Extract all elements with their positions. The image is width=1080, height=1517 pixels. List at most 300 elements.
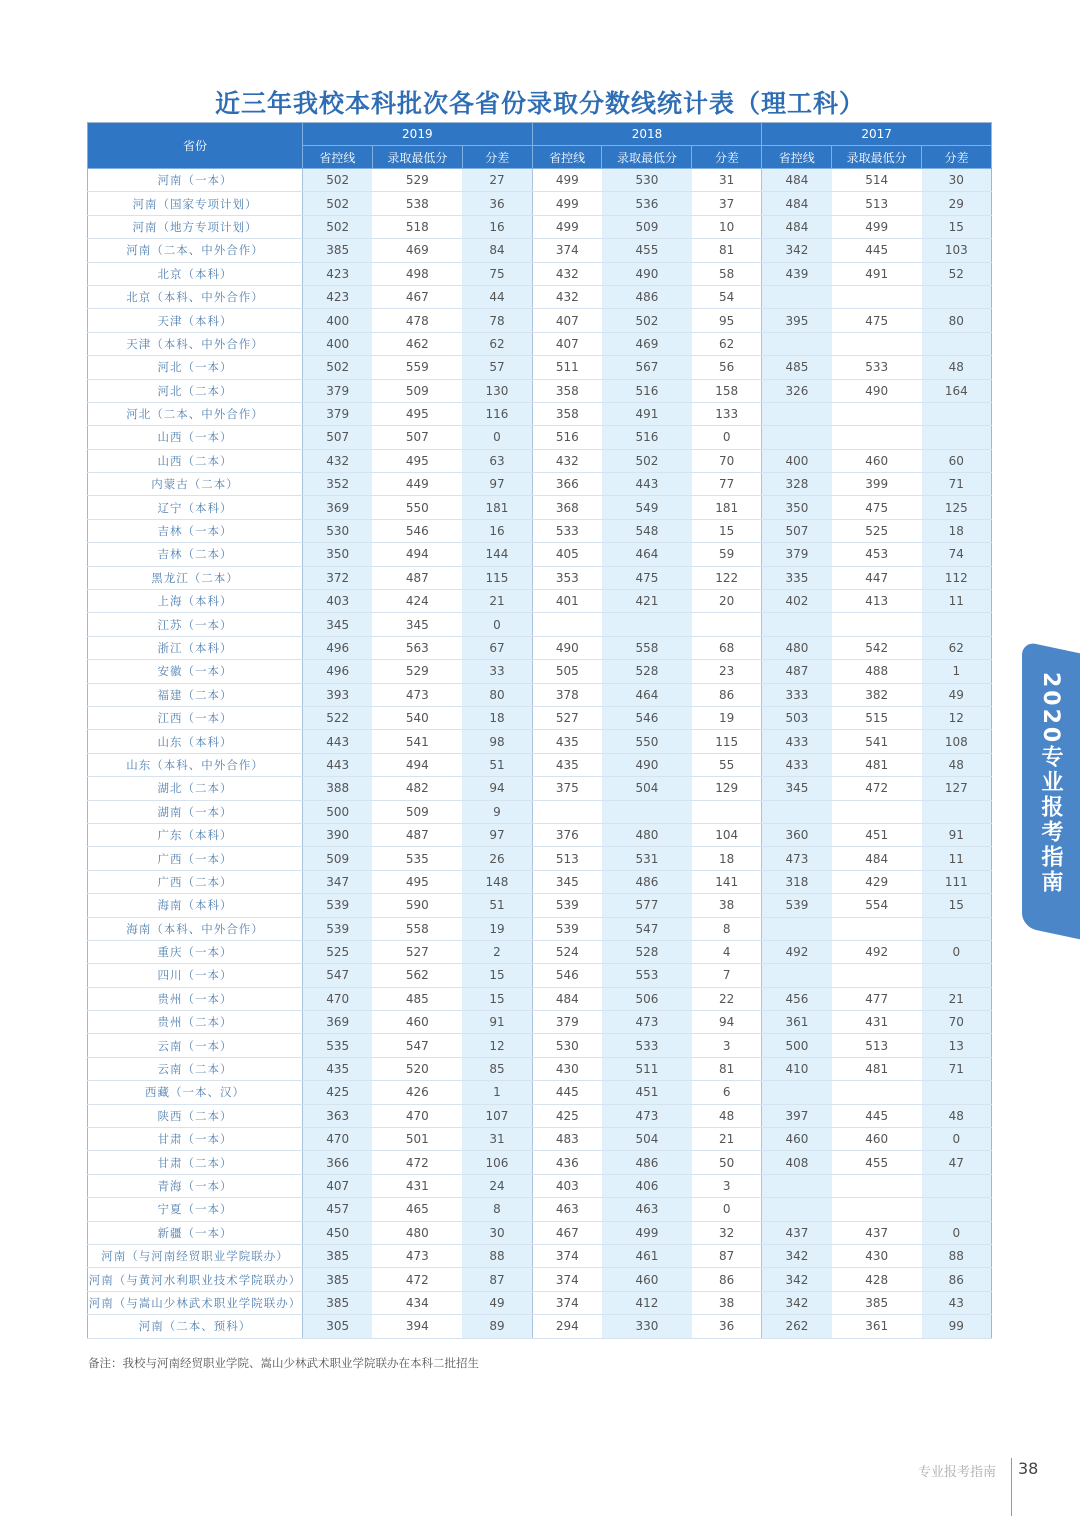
difference-cell: 15 [692, 519, 762, 542]
control-line-cell: 379 [303, 402, 373, 425]
province-cell: 福建（二本） [88, 683, 303, 706]
province-cell: 四川（一本） [88, 964, 303, 987]
min-score-cell: 484 [832, 847, 922, 870]
difference-cell: 89 [462, 1315, 532, 1338]
control-line-cell: 450 [303, 1221, 373, 1244]
control-line-cell: 407 [303, 1174, 373, 1197]
difference-cell: 1 [462, 1081, 532, 1104]
table-row [88, 239, 992, 262]
difference-cell: 88 [462, 1244, 532, 1267]
difference-cell: 62 [462, 332, 532, 355]
min-score-cell: 542 [832, 636, 922, 659]
min-score-cell: 547 [372, 1034, 462, 1057]
min-score-cell: 453 [832, 543, 922, 566]
province-cell: 安徽（一本） [88, 660, 303, 683]
control-line-cell: 443 [303, 730, 373, 753]
min-score-cell: 345 [372, 613, 462, 636]
min-score-cell: 504 [602, 777, 692, 800]
difference-cell: 116 [462, 402, 532, 425]
min-score-cell: 394 [372, 1315, 462, 1338]
table-row [88, 215, 992, 238]
difference-cell: 99 [922, 1315, 992, 1338]
difference-cell: 30 [922, 169, 992, 192]
control-line-cell: 435 [303, 1057, 373, 1080]
province-cell: 河南（二本、中外合作） [88, 239, 303, 262]
difference-cell: 158 [692, 379, 762, 402]
min-score-cell: 472 [832, 777, 922, 800]
control-line-cell: 539 [532, 917, 602, 940]
min-score-cell: 514 [832, 169, 922, 192]
control-line-cell: 460 [762, 1128, 832, 1151]
control-line-header: 省控线 [303, 146, 373, 169]
difference-cell: 144 [462, 543, 532, 566]
control-line-cell: 305 [303, 1315, 373, 1338]
table-row [88, 1011, 992, 1034]
difference-cell: 127 [922, 777, 992, 800]
control-line-cell: 484 [532, 987, 602, 1010]
min-score-cell: 447 [832, 566, 922, 589]
control-line-cell: 500 [303, 800, 373, 823]
min-score-cell: 577 [602, 894, 692, 917]
min-score-cell: 455 [832, 1151, 922, 1174]
min-score-cell: 461 [602, 1244, 692, 1267]
table-row [88, 660, 992, 683]
difference-cell: 48 [922, 356, 992, 379]
table-body [88, 169, 992, 1339]
min-score-cell: 465 [372, 1198, 462, 1221]
year-header-2018: 2018 [532, 123, 762, 146]
difference-cell [922, 613, 992, 636]
difference-cell: 129 [692, 777, 762, 800]
control-line-cell: 350 [303, 543, 373, 566]
control-line-cell: 374 [532, 1291, 602, 1314]
control-line-cell: 547 [303, 964, 373, 987]
min-score-cell: 495 [372, 402, 462, 425]
min-score-cell: 487 [372, 566, 462, 589]
control-line-cell: 358 [532, 402, 602, 425]
min-score-cell [832, 332, 922, 355]
control-line-cell: 539 [303, 917, 373, 940]
difference-cell: 0 [462, 613, 532, 636]
province-cell: 云南（一本） [88, 1034, 303, 1057]
control-line-cell: 533 [532, 519, 602, 542]
table-row [88, 262, 992, 285]
province-cell: 北京（本科、中外合作） [88, 285, 303, 308]
min-score-cell: 541 [832, 730, 922, 753]
control-line-cell: 473 [762, 847, 832, 870]
province-cell: 北京（本科） [88, 262, 303, 285]
table-row [88, 870, 992, 893]
control-line-cell: 385 [303, 1291, 373, 1314]
difference-cell: 71 [922, 473, 992, 496]
table-row [88, 309, 992, 332]
min-score-cell: 424 [372, 590, 462, 613]
min-score-cell: 491 [602, 402, 692, 425]
control-line-cell: 516 [532, 426, 602, 449]
min-score-cell: 506 [602, 987, 692, 1010]
table-row [88, 964, 992, 987]
table-row [88, 543, 992, 566]
min-score-cell: 550 [372, 496, 462, 519]
table-row [88, 894, 992, 917]
difference-cell: 3 [692, 1174, 762, 1197]
min-score-cell: 494 [372, 543, 462, 566]
control-line-cell: 470 [303, 987, 373, 1010]
difference-cell: 49 [462, 1291, 532, 1314]
control-line-cell: 485 [762, 356, 832, 379]
difference-cell: 4 [692, 940, 762, 963]
control-line-cell: 539 [762, 894, 832, 917]
control-line-cell: 350 [762, 496, 832, 519]
min-score-cell: 492 [832, 940, 922, 963]
control-line-cell: 432 [532, 449, 602, 472]
min-score-cell: 475 [832, 496, 922, 519]
control-line-cell: 502 [303, 215, 373, 238]
control-line-cell: 499 [532, 169, 602, 192]
min-score-cell [832, 964, 922, 987]
difference-cell: 0 [462, 426, 532, 449]
table-row [88, 1104, 992, 1127]
min-score-cell: 485 [372, 987, 462, 1010]
table-row [88, 1034, 992, 1057]
difference-cell: 91 [922, 823, 992, 846]
difference-cell: 97 [462, 823, 532, 846]
control-line-cell: 366 [532, 473, 602, 496]
table-row [88, 473, 992, 496]
difference-cell: 50 [692, 1151, 762, 1174]
min-score-cell: 509 [602, 215, 692, 238]
min-score-cell: 529 [372, 660, 462, 683]
min-score-cell: 477 [832, 987, 922, 1010]
control-line-cell: 374 [532, 1268, 602, 1291]
control-line-cell: 445 [532, 1081, 602, 1104]
difference-cell: 32 [692, 1221, 762, 1244]
control-line-cell: 490 [532, 636, 602, 659]
province-cell: 河北（二本） [88, 379, 303, 402]
control-line-cell: 374 [532, 1244, 602, 1267]
difference-cell: 58 [692, 262, 762, 285]
province-cell: 吉林（二本） [88, 543, 303, 566]
min-score-cell: 540 [372, 706, 462, 729]
table-row [88, 613, 992, 636]
difference-cell: 70 [692, 449, 762, 472]
control-line-cell: 456 [762, 987, 832, 1010]
difference-cell [692, 613, 762, 636]
province-cell: 河南（地方专项计划） [88, 215, 303, 238]
difference-cell: 15 [922, 894, 992, 917]
min-score-cell: 449 [372, 473, 462, 496]
province-cell: 贵州（二本） [88, 1011, 303, 1034]
difference-cell: 95 [692, 309, 762, 332]
min-score-cell: 527 [372, 940, 462, 963]
difference-cell: 22 [692, 987, 762, 1010]
control-line-cell [762, 964, 832, 987]
control-line-cell [762, 917, 832, 940]
control-line-cell: 363 [303, 1104, 373, 1127]
control-line-cell [532, 613, 602, 636]
min-score-cell: 462 [372, 332, 462, 355]
difference-cell: 15 [462, 987, 532, 1010]
control-line-cell: 502 [303, 169, 373, 192]
difference-cell: 21 [692, 1128, 762, 1151]
control-line-cell: 385 [303, 1244, 373, 1267]
min-score-cell: 469 [372, 239, 462, 262]
control-line-cell: 408 [762, 1151, 832, 1174]
min-score-header: 录取最低分 [832, 146, 922, 169]
control-line-cell: 375 [532, 777, 602, 800]
year-header-2019: 2019 [303, 123, 533, 146]
control-line-cell: 435 [532, 730, 602, 753]
difference-cell: 51 [462, 753, 532, 776]
control-line-cell [762, 613, 832, 636]
min-score-cell: 511 [602, 1057, 692, 1080]
min-score-cell: 533 [832, 356, 922, 379]
difference-cell: 11 [922, 590, 992, 613]
province-cell: 河南（一本） [88, 169, 303, 192]
difference-cell: 115 [692, 730, 762, 753]
min-score-cell [832, 1174, 922, 1197]
control-line-cell: 379 [762, 543, 832, 566]
difference-cell: 30 [462, 1221, 532, 1244]
table-row [88, 823, 992, 846]
control-line-cell: 484 [762, 192, 832, 215]
control-line-cell: 502 [303, 356, 373, 379]
province-cell: 吉林（一本） [88, 519, 303, 542]
control-line-cell: 457 [303, 1198, 373, 1221]
min-score-cell: 494 [372, 753, 462, 776]
province-cell: 湖南（一本） [88, 800, 303, 823]
difference-cell: 18 [922, 519, 992, 542]
control-line-cell: 400 [303, 309, 373, 332]
difference-cell: 48 [922, 753, 992, 776]
min-score-cell: 550 [602, 730, 692, 753]
difference-cell: 0 [922, 1128, 992, 1151]
min-score-cell: 546 [372, 519, 462, 542]
min-score-cell: 486 [602, 870, 692, 893]
control-line-cell: 333 [762, 683, 832, 706]
min-score-cell: 467 [372, 285, 462, 308]
difference-cell: 11 [922, 847, 992, 870]
min-score-cell: 361 [832, 1315, 922, 1338]
difference-cell: 6 [692, 1081, 762, 1104]
difference-cell: 52 [922, 262, 992, 285]
difference-cell: 21 [462, 590, 532, 613]
min-score-cell: 488 [832, 660, 922, 683]
difference-cell: 57 [462, 356, 532, 379]
min-score-cell: 516 [602, 379, 692, 402]
difference-cell: 24 [462, 1174, 532, 1197]
min-score-cell [602, 800, 692, 823]
difference-cell: 67 [462, 636, 532, 659]
control-line-cell: 372 [303, 566, 373, 589]
province-cell: 甘肃（二本） [88, 1151, 303, 1174]
province-cell: 辽宁（本科） [88, 496, 303, 519]
table-row [88, 777, 992, 800]
difference-cell: 68 [692, 636, 762, 659]
table-row [88, 636, 992, 659]
control-line-header: 省控线 [762, 146, 832, 169]
difference-cell: 181 [462, 496, 532, 519]
difference-cell: 43 [922, 1291, 992, 1314]
control-line-cell: 410 [762, 1057, 832, 1080]
table-row [88, 987, 992, 1010]
min-score-cell: 412 [602, 1291, 692, 1314]
difference-cell: 16 [462, 215, 532, 238]
table-row [88, 1315, 992, 1338]
difference-cell: 62 [922, 636, 992, 659]
difference-cell: 13 [922, 1034, 992, 1057]
difference-cell [922, 800, 992, 823]
difference-cell: 0 [692, 1198, 762, 1221]
table-row [88, 917, 992, 940]
difference-cell: 27 [462, 169, 532, 192]
difference-cell: 80 [922, 309, 992, 332]
min-score-cell [832, 1081, 922, 1104]
difference-cell: 59 [692, 543, 762, 566]
min-score-cell: 481 [832, 753, 922, 776]
difference-cell [922, 917, 992, 940]
control-line-cell: 342 [762, 1268, 832, 1291]
min-score-cell: 509 [372, 800, 462, 823]
control-line-cell: 403 [532, 1174, 602, 1197]
province-cell: 贵州（一本） [88, 987, 303, 1010]
difference-cell: 81 [692, 1057, 762, 1080]
control-line-cell: 511 [532, 356, 602, 379]
difference-cell [922, 1174, 992, 1197]
min-score-cell: 464 [602, 683, 692, 706]
difference-cell: 55 [692, 753, 762, 776]
difference-cell: 86 [692, 1268, 762, 1291]
difference-cell: 20 [692, 590, 762, 613]
difference-cell: 37 [692, 192, 762, 215]
difference-cell: 130 [462, 379, 532, 402]
min-score-cell: 531 [602, 847, 692, 870]
min-score-cell: 504 [602, 1128, 692, 1151]
footer-label: 专业报考指南 [918, 1465, 997, 1480]
control-line-cell: 352 [303, 473, 373, 496]
control-line-cell: 525 [303, 940, 373, 963]
province-cell: 江苏（一本） [88, 613, 303, 636]
difference-header: 分差 [922, 146, 992, 169]
min-score-cell: 431 [372, 1174, 462, 1197]
control-line-cell: 500 [762, 1034, 832, 1057]
control-line-cell: 535 [303, 1034, 373, 1057]
province-cell: 江西（一本） [88, 706, 303, 729]
min-score-cell: 558 [372, 917, 462, 940]
min-score-cell: 486 [602, 1151, 692, 1174]
table-row [88, 706, 992, 729]
min-score-cell: 490 [602, 753, 692, 776]
control-line-cell: 326 [762, 379, 832, 402]
difference-cell: 47 [922, 1151, 992, 1174]
min-score-cell: 451 [832, 823, 922, 846]
province-cell: 西藏（一本、汉） [88, 1081, 303, 1104]
control-line-cell: 436 [532, 1151, 602, 1174]
control-line-cell: 353 [532, 566, 602, 589]
control-line-cell: 262 [762, 1315, 832, 1338]
control-line-cell: 358 [532, 379, 602, 402]
control-line-cell: 539 [303, 894, 373, 917]
difference-cell: 141 [692, 870, 762, 893]
control-line-cell: 483 [532, 1128, 602, 1151]
difference-cell: 63 [462, 449, 532, 472]
province-cell: 河南（国家专项计划） [88, 192, 303, 215]
min-score-cell: 535 [372, 847, 462, 870]
min-score-cell: 495 [372, 870, 462, 893]
min-score-cell: 501 [372, 1128, 462, 1151]
table-row [88, 800, 992, 823]
difference-cell: 15 [922, 215, 992, 238]
difference-cell: 84 [462, 239, 532, 262]
difference-cell: 48 [692, 1104, 762, 1127]
min-score-cell: 559 [372, 356, 462, 379]
min-score-cell: 590 [372, 894, 462, 917]
difference-cell: 97 [462, 473, 532, 496]
min-score-cell: 431 [832, 1011, 922, 1034]
difference-cell: 10 [692, 215, 762, 238]
control-line-cell: 342 [762, 1244, 832, 1267]
control-line-cell: 487 [762, 660, 832, 683]
control-line-cell [762, 402, 832, 425]
province-cell: 上海（本科） [88, 590, 303, 613]
min-score-cell: 473 [602, 1011, 692, 1034]
min-score-cell [602, 613, 692, 636]
control-line-cell: 430 [532, 1057, 602, 1080]
min-score-cell: 516 [602, 426, 692, 449]
control-line-cell: 342 [762, 1291, 832, 1314]
min-score-cell: 406 [602, 1174, 692, 1197]
control-line-cell: 368 [532, 496, 602, 519]
difference-cell: 115 [462, 566, 532, 589]
min-score-cell: 463 [602, 1198, 692, 1221]
province-cell: 山西（二本） [88, 449, 303, 472]
table-row [88, 753, 992, 776]
difference-cell: 81 [692, 239, 762, 262]
min-score-cell: 469 [602, 332, 692, 355]
province-cell: 河南（与河南经贸职业学院联办） [88, 1244, 303, 1267]
min-score-cell: 499 [832, 215, 922, 238]
province-cell: 黑龙江（二本） [88, 566, 303, 589]
control-line-cell [762, 426, 832, 449]
difference-cell: 8 [692, 917, 762, 940]
control-line-cell: 407 [532, 332, 602, 355]
min-score-cell: 554 [832, 894, 922, 917]
min-score-cell: 437 [832, 1221, 922, 1244]
control-line-cell: 432 [532, 285, 602, 308]
min-score-cell: 399 [832, 473, 922, 496]
control-line-cell [762, 1081, 832, 1104]
difference-cell: 33 [462, 660, 532, 683]
control-line-cell: 405 [532, 543, 602, 566]
difference-cell [922, 426, 992, 449]
min-score-cell [832, 426, 922, 449]
control-line-cell: 463 [532, 1198, 602, 1221]
min-score-cell: 562 [372, 964, 462, 987]
table-row [88, 590, 992, 613]
difference-cell: 44 [462, 285, 532, 308]
control-line-cell: 522 [303, 706, 373, 729]
province-cell: 海南（本科） [88, 894, 303, 917]
min-score-cell: 528 [602, 940, 692, 963]
difference-cell: 122 [692, 566, 762, 589]
min-score-cell: 513 [832, 1034, 922, 1057]
control-line-cell: 345 [532, 870, 602, 893]
control-line-cell [762, 800, 832, 823]
min-score-cell: 426 [372, 1081, 462, 1104]
difference-cell: 181 [692, 496, 762, 519]
min-score-cell [832, 800, 922, 823]
min-score-cell: 460 [832, 1128, 922, 1151]
